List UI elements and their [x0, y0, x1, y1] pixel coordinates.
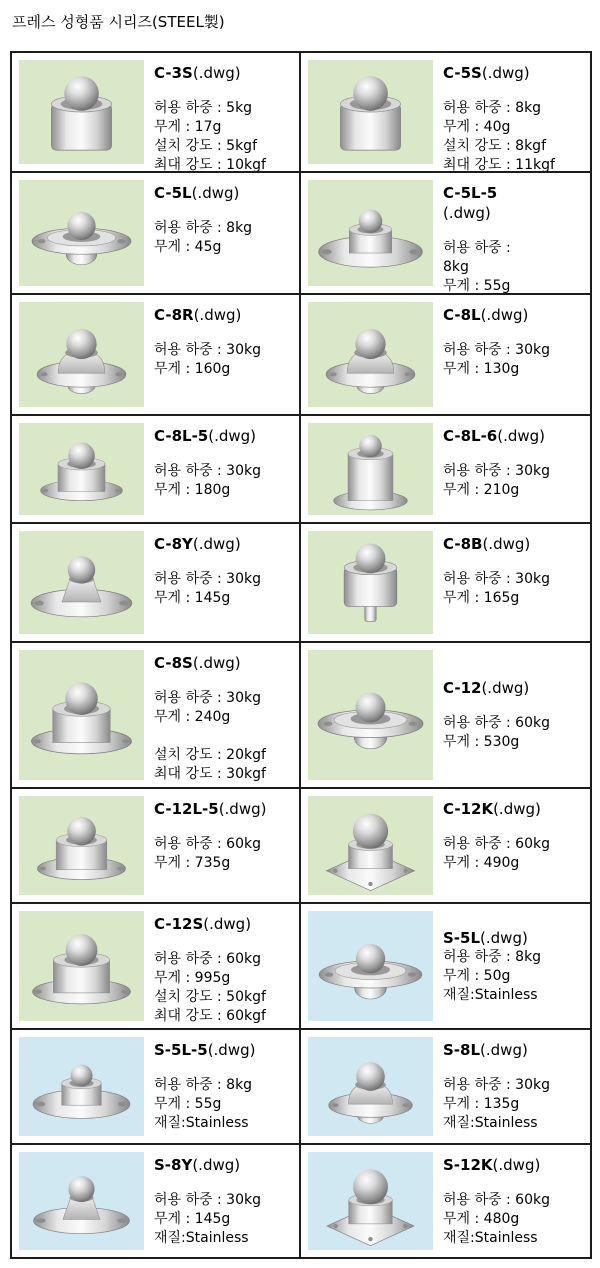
product-info	[443, 302, 583, 407]
product-photo	[19, 796, 144, 895]
product-name-link[interactable]	[154, 653, 292, 673]
product-cell	[301, 904, 590, 1030]
spec-line: 무게 : 180g	[154, 482, 231, 498]
product-photo	[19, 423, 144, 515]
product-photo	[308, 911, 433, 1021]
spec-line: 허용 하중 : 8kg	[443, 948, 542, 965]
product-model: C-3S	[154, 64, 193, 82]
spec-line	[154, 727, 292, 746]
product-name-link[interactable]	[154, 799, 292, 819]
spec-line: 무게 : 240g	[154, 709, 231, 725]
spec-line: 허용 하중 : 30kg	[443, 342, 550, 358]
spec-line: 허용 하중 : 60kg	[154, 836, 261, 852]
product-photo	[19, 911, 144, 1021]
saucer-icon	[308, 650, 433, 780]
product-name-link[interactable]	[154, 63, 292, 83]
tall-drum-icon	[308, 423, 433, 515]
product-specs	[154, 950, 292, 1026]
product-model: C-8L-6	[443, 427, 498, 445]
spec-line: 무게 : 45g	[154, 239, 222, 255]
product-photo	[19, 180, 144, 286]
product-specs	[443, 948, 583, 1005]
product-model: S-12K	[443, 1156, 493, 1174]
product-info	[443, 650, 583, 780]
spec-line: 허용 하중 : 30kg	[443, 463, 550, 479]
barrel-icon	[308, 60, 433, 164]
product-photo	[19, 60, 144, 164]
product-cell	[301, 295, 590, 416]
product-cell	[301, 789, 590, 904]
product-specs	[443, 835, 583, 873]
product-name-link[interactable]	[443, 63, 583, 83]
spec-line: 허용 하중 : 30kg	[154, 463, 261, 479]
spec-line: 무게 : 130g	[443, 361, 520, 377]
product-cell	[301, 53, 590, 173]
product-cell	[301, 643, 590, 789]
product-cell	[301, 416, 590, 524]
product-file-ext: (.dwg)	[191, 184, 240, 202]
product-cell	[12, 904, 301, 1030]
spec-line: 허용 하중 : 8kg	[154, 220, 253, 236]
spec-line: 무게 : 17g	[154, 119, 222, 135]
product-file-ext: (.dwg)	[218, 800, 267, 818]
product-file-ext: (.dwg)	[443, 204, 491, 222]
product-specs	[154, 689, 292, 784]
product-model: S-8Y	[154, 1156, 193, 1174]
product-name-link[interactable]	[154, 1040, 292, 1060]
product-model: C-5S	[443, 64, 482, 82]
cone-oval-icon	[19, 1152, 144, 1250]
product-name-link[interactable]	[443, 426, 583, 446]
product-file-ext: (.dwg)	[208, 427, 257, 445]
spec-line: 무게 : 135g	[443, 1096, 520, 1112]
product-file-ext: (.dwg)	[497, 427, 546, 445]
dome-flange-icon	[19, 302, 144, 407]
spec-line: 설치 강도 : 5kgf	[154, 138, 257, 154]
spec-line: 최대 강도 : 11kgf	[443, 157, 555, 173]
product-specs	[443, 714, 583, 752]
product-file-ext: (.dwg)	[493, 800, 541, 818]
product-cell	[12, 173, 301, 295]
spec-line: 무게 : 55g	[154, 1096, 222, 1112]
product-specs	[154, 462, 292, 500]
spec-line: 허용 하중 : 30kg	[154, 1192, 261, 1208]
page-title: 프레스 성형품 시리즈(STEEL製)	[12, 13, 225, 31]
product-specs	[443, 239, 583, 295]
spec-line: 허용 하중 : 30kg	[154, 690, 261, 706]
product-model: C-8L-5	[154, 427, 209, 445]
product-model: C-12K	[443, 800, 494, 818]
product-info	[443, 796, 583, 895]
product-file-ext: (.dwg)	[481, 64, 530, 82]
spec-line: 무게 : 160g	[154, 361, 231, 377]
product-specs	[154, 1076, 292, 1133]
product-name-link[interactable]	[443, 534, 583, 554]
product-file-ext: (.dwg)	[203, 915, 252, 933]
product-photo	[19, 650, 144, 780]
product-info	[154, 650, 292, 780]
spec-line: 허용 하중 : 60kg	[443, 715, 550, 731]
product-specs	[443, 570, 583, 608]
product-cell	[12, 1145, 301, 1257]
dome-flange-icon	[308, 1037, 433, 1136]
product-file-ext: (.dwg)	[192, 654, 241, 672]
product-photo	[308, 1037, 433, 1136]
product-specs	[443, 341, 583, 379]
saucer-icon	[308, 911, 433, 1021]
product-model: C-8Y	[154, 535, 193, 553]
drum-flange-icon	[19, 650, 144, 780]
product-info	[154, 423, 292, 515]
product-name-link[interactable]	[443, 678, 583, 698]
product-cell	[301, 173, 590, 295]
spec-line: 무게 : 530g	[443, 734, 520, 750]
product-photo	[308, 60, 433, 164]
product-name-link[interactable]	[154, 914, 292, 934]
product-name-link[interactable]	[443, 305, 583, 325]
product-specs	[154, 99, 292, 173]
product-photo	[19, 302, 144, 407]
product-file-ext: (.dwg)	[480, 928, 528, 947]
product-photo	[308, 423, 433, 515]
product-name-link[interactable]	[154, 534, 292, 554]
product-cell	[12, 643, 301, 789]
saucer-icon	[19, 180, 144, 286]
product-cell	[12, 1030, 301, 1145]
product-cell	[301, 1145, 590, 1257]
product-specs	[443, 1076, 583, 1133]
product-photo	[308, 796, 433, 895]
product-info	[443, 423, 583, 515]
product-cell	[12, 416, 301, 524]
dome-flange-icon	[308, 302, 433, 407]
spec-line: 재질:Stainless	[443, 1115, 538, 1131]
product-info	[154, 911, 292, 1024]
product-model: S-5L-5	[154, 1041, 208, 1059]
product-file-ext: (.dwg)	[193, 306, 242, 324]
spec-line: 허용 하중 : 60kg	[154, 951, 261, 967]
product-photo	[19, 531, 144, 634]
product-file-ext: (.dwg)	[492, 1156, 541, 1174]
product-file-ext: (.dwg)	[192, 535, 241, 553]
spec-line: 허용 하중 : 8kg	[154, 1077, 253, 1093]
product-name-link[interactable]	[443, 799, 583, 819]
spec-line: 허용 하중 : 30kg	[154, 571, 261, 587]
product-name-link[interactable]	[443, 1155, 583, 1175]
product-file-ext: (.dwg)	[480, 1041, 528, 1059]
spec-line: 무게 : 490g	[443, 855, 520, 871]
spec-line: 무게 : 145g	[154, 1211, 231, 1227]
spec-line: 허용 하중 : 8kg	[443, 100, 542, 116]
spec-line: 설치 강도 : 20kgf	[154, 747, 266, 763]
spec-line: 허용 하중 :	[443, 240, 511, 256]
product-cell	[301, 1030, 590, 1145]
product-file-ext: (.dwg)	[207, 1041, 256, 1059]
spec-line: 허용 하중 : 30kg	[154, 342, 261, 358]
product-cell	[301, 524, 590, 643]
product-model: S-5L	[443, 928, 481, 947]
product-model: C-8B	[443, 535, 483, 553]
oval-drum-icon	[308, 180, 433, 286]
square-plate-icon	[308, 796, 433, 895]
product-name-link[interactable]	[443, 928, 583, 948]
spec-line: 재질:Stainless	[443, 986, 538, 1003]
product-file-ext: (.dwg)	[192, 1156, 241, 1174]
spec-line: 무게 : 55g	[443, 278, 511, 294]
product-photo	[308, 302, 433, 407]
spec-line: 재질:Stainless	[154, 1230, 249, 1246]
product-info	[443, 1152, 583, 1250]
drum-flange-icon	[19, 911, 144, 1021]
drum-flange-icon	[19, 423, 144, 515]
spec-line: 설치 강도 : 50kgf	[154, 989, 266, 1005]
product-model: C-12	[443, 679, 482, 697]
product-info	[154, 531, 292, 634]
spec-line: 무게 : 480g	[443, 1211, 520, 1227]
spec-line: 허용 하중 : 5kg	[154, 100, 253, 116]
product-name-link[interactable]	[154, 305, 292, 325]
product-model: C-5L	[154, 184, 192, 202]
product-specs	[154, 835, 292, 873]
product-file-ext: (.dwg)	[192, 64, 241, 82]
oval-drum-icon	[19, 1037, 144, 1136]
product-name-link[interactable]	[443, 1040, 583, 1060]
product-name-link[interactable]	[154, 426, 292, 446]
drum-flange-icon	[19, 796, 144, 895]
spec-line: 허용 하중 : 60kg	[443, 1192, 550, 1208]
product-cell	[12, 524, 301, 643]
product-name-link[interactable]	[154, 183, 292, 203]
product-info	[443, 1037, 583, 1136]
spec-line: 최대 강도 : 30kgf	[154, 766, 266, 782]
product-model: C-8R	[154, 306, 194, 324]
product-info	[154, 796, 292, 895]
product-info	[154, 1037, 292, 1136]
product-model: C-12L-5	[154, 800, 219, 818]
product-cell	[12, 295, 301, 416]
spec-line: 재질:Stainless	[443, 1230, 538, 1246]
product-info	[154, 302, 292, 407]
product-photo	[19, 1037, 144, 1136]
product-info	[154, 1152, 292, 1250]
barrel-icon	[19, 60, 144, 164]
product-model: C-8S	[154, 654, 193, 672]
spec-line: 허용 하중 : 30kg	[443, 1077, 550, 1093]
product-model: C-5L-5	[443, 184, 498, 202]
spec-line: 재질:Stainless	[154, 1115, 249, 1131]
barrel-stud-icon	[308, 531, 433, 634]
spec-line: 설치 강도 : 8kgf	[443, 138, 546, 154]
product-model: C-8L	[443, 306, 481, 324]
spec-line: 최대 강도 : 60kgf	[154, 1008, 266, 1024]
spec-line: 무게 : 40g	[443, 119, 511, 135]
product-photo	[19, 1152, 144, 1250]
product-info	[443, 911, 583, 1021]
product-file-ext: (.dwg)	[482, 535, 531, 553]
product-info	[154, 60, 292, 173]
product-specs	[443, 99, 583, 173]
product-photo	[308, 650, 433, 780]
product-cell	[12, 53, 301, 173]
spec-line: 무게 : 145g	[154, 590, 231, 606]
product-photo	[308, 1152, 433, 1250]
product-specs	[154, 1191, 292, 1248]
product-specs	[154, 341, 292, 379]
cone-oval-icon	[19, 531, 144, 634]
product-cell	[12, 789, 301, 904]
square-plate-icon	[308, 1152, 433, 1250]
product-specs	[154, 570, 292, 608]
spec-line: 허용 하중 : 60kg	[443, 836, 550, 852]
product-name-link[interactable]	[154, 1155, 292, 1175]
product-model: C-12S	[154, 915, 204, 933]
product-name-link[interactable]	[443, 183, 583, 223]
product-file-ext: (.dwg)	[481, 679, 530, 697]
product-model: S-8L	[443, 1041, 481, 1059]
spec-line: 무게 : 995g	[154, 970, 231, 986]
product-info	[443, 180, 583, 294]
spec-line: 허용 하중 : 30kg	[443, 571, 550, 587]
spec-line: 무게 : 165g	[443, 590, 520, 606]
spec-line: 무게 : 50g	[443, 967, 511, 984]
spec-line: 무게 : 210g	[443, 482, 520, 498]
spec-line: 최대 강도 : 10kgf	[154, 157, 266, 173]
product-photo	[308, 180, 433, 286]
product-info	[443, 60, 583, 173]
product-info	[154, 180, 292, 286]
spec-line: 무게 : 735g	[154, 855, 231, 871]
product-specs	[443, 1191, 583, 1248]
product-info	[443, 531, 583, 634]
product-table	[10, 51, 592, 1259]
product-file-ext: (.dwg)	[480, 306, 529, 324]
spec-line: 8kg	[443, 259, 469, 275]
product-photo	[308, 531, 433, 634]
product-specs	[443, 462, 583, 500]
product-specs	[154, 219, 292, 257]
